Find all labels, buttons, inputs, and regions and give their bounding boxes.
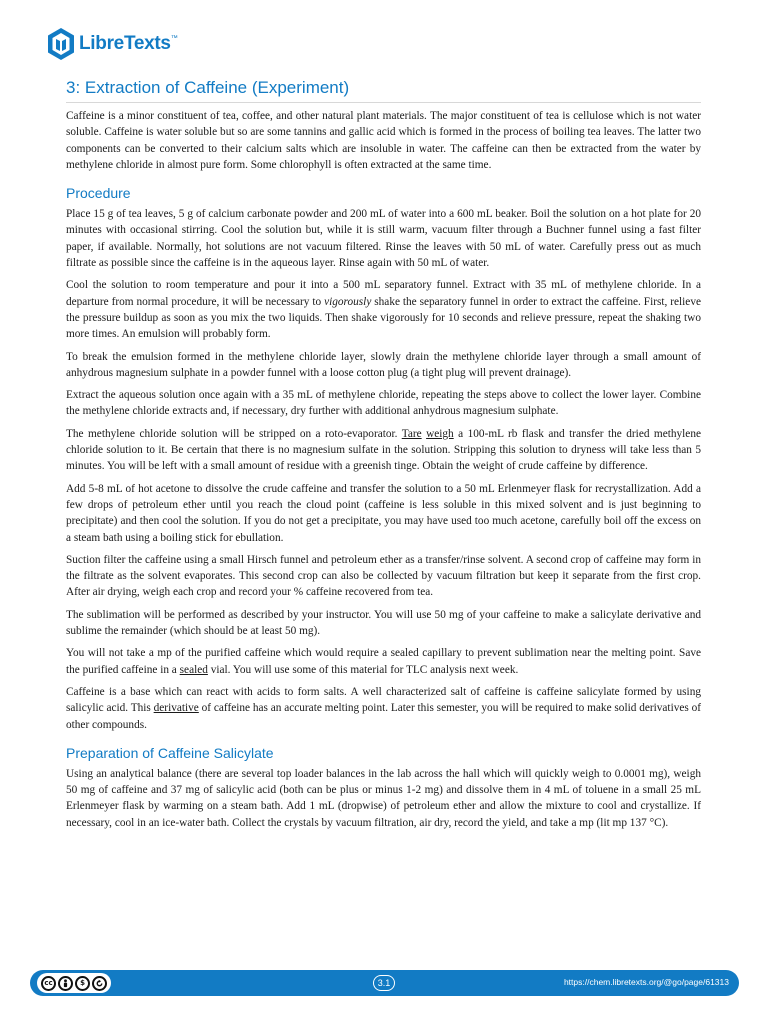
emphasis-vigorously: vigorously	[324, 295, 372, 308]
procedure-paragraph-2: Cool the solution to room temperature and pour it into a 500 mL separatory funnel. Extract with 35 mL of methylene chloride. In a departure from normal procedure, it will be necessary to vigorously shake the separatory funnel in order to extract the caffeine. First, relieve the pressure buildup as soon as you mix the two liquids. Then shake vigorously for 10 seconds and relieve pressure, repeat the shaking two more times. An emulsion will probably form.	[66, 279, 701, 341]
cc-icon: cc	[41, 976, 56, 991]
glossary-link-sealed[interactable]: sealed	[179, 663, 208, 676]
procedure-paragraph-8: The sublimation will be performed as described by your instructor. You will use 50 mg of your caffeine to make a salicylate derivative and sublime the remainder (which should be at least 50 mg).	[66, 608, 701, 638]
page-content	[66, 78, 701, 837]
procedure-paragraph-7: Suction filter the caffeine using a small Hirsch funnel and petroleum ether as a transfer/rinse solvent. A second crop of caffeine may form in the filtrate as the solvent evaporates. This second crop can also be collected by vacuum filtration but keep it separate from the first crop. After air drying, weigh each crop and record your % caffeine recovered from tea.	[66, 553, 701, 599]
procedure-paragraph-4: Extract the aqueous solution once again with a 35 mL of methylene chloride, repeating the steps above to collect the lower layer. Combine the methylene chloride extracts and, if necessary, dry further with additional anhydrous magnesium sulphate.	[66, 389, 701, 418]
salicylate-heading: Preparation of Caffeine Salicylate	[66, 744, 274, 761]
cc-license-badge[interactable]	[37, 973, 111, 993]
intro-paragraph: Caffeine is a minor constituent of tea, coffee, and other natural plant materials. The major constituent of tea is cellulose which is not water soluble. Caffeine is water soluble but so are some tannins and gallic acid which is formed in the process of boiling tea leaves. The latter two components can be converted to their calcium salts which are insoluble in water. The caffeine can then be extracted from the water by methylene chloride in almost pure form. Some chlorophyll is often extracted at the same time.	[66, 110, 701, 171]
page-url[interactable]: https://chem.libretexts.org/@go/page/61313	[563, 977, 729, 987]
procedure-paragraph-6: Add 5-8 mL of hot acetone to dissolve the crude caffeine and transfer the solution to a 50 mL Erlenmeyer flask for recrystallization. Add a few drops of petroleum ether until you reach the cloud point (caffeine is less soluble in this mixed solvent and is just beginning to precipitate) and then cool the solution. If you do not get a precipitate, you may have used too much acetone, carefully boil off the excess on a steam bath using a boiling stick for ebullation.	[66, 482, 701, 544]
procedure-paragraph-1: Place 15 g of tea leaves, 5 g of calcium carbonate powder and 200 mL of water into a 600 mL beaker. Boil the solution on a hot plate for 20 minutes with occasional stirring. Cool the solution but, while it is still warm, vacuum filter through a Buchner funnel using a fast filter paper, if available. Normally, hot solutions are not vacuum filtered. Rinse the leaves with 50 mL of water. Carefully press out as much filtrate as possible since the caffeine is in the aqueous layer. Rinse again with 50 mL of water.	[66, 208, 701, 270]
glossary-link-tare[interactable]: Tare	[401, 427, 422, 440]
glossary-link-weigh[interactable]: weigh	[426, 427, 454, 440]
salicylate-paragraph-1: Using an analytical balance (there are several top loader balances in the lab across the hall which will quickly weigh to 0.0001 mg), weigh 50 mg of caffeine and 37 mg of salicylic acid (both can be plus or minus 1-2 mg) and dissolve them in 4 mL of toluene in a small 25 mL Erlenmeyer flask by warming on a steam bath. Add 1 mL (dropwise) of petroleum ether and allow the mixture to cool and crystallize. If necessary, cool in an ice-water bath. Collect the crystals by vacuum filtration, air dry, record the yield, and take a mp (lit mp 137 °C).	[66, 767, 701, 829]
procedure-heading: Procedure	[66, 185, 131, 202]
page-footer	[30, 970, 739, 996]
procedure-paragraph-3: To break the emulsion formed in the methylene chloride layer, slowly drain the methylene chloride layer through a small amount of anhydrous magnesium sulphate in a powder funnel with a loose cotton plug (a tight plug will prevent drainage).	[66, 350, 701, 379]
glossary-link-derivative[interactable]: derivative	[153, 702, 199, 715]
procedure-paragraph-10: Caffeine is a base which can react with acids to form salts. A well characterized salt of caffeine is caffeine salicylate formed by using salicylic acid. This derivative of caffeine has an accurate melting point. Later this semester, you will be required to make solid derivatives of other compounds.	[66, 685, 702, 731]
page-number: 3.1	[373, 975, 395, 991]
libretexts-logo[interactable]	[46, 26, 178, 62]
logo-trademark: ™	[170, 35, 178, 42]
sa-icon	[92, 976, 107, 991]
by-icon	[58, 976, 73, 991]
procedure-paragraph-5: The methylene chloride solution will be stripped on a roto-evaporator. Tare weigh a 100-mL rb flask and transfer the dried methylene chloride solution to it. Be certain that there is no magnesium sulfate in the solution. Stripping this solution to dryness will take less than 5 minutes. You will be left with a small amount of residue with a greenish tinge. Obtain the weight of crude caffeine by difference.	[66, 427, 701, 473]
logo-text: LibreTexts	[79, 33, 171, 54]
nc-icon: $	[75, 976, 90, 991]
procedure-paragraph-9: You will not take a mp of the purified caffeine which would require a sealed capillary to prevent sublimation near the melting point. Save the purified caffeine in a sealed vial. You will use some of this material for TLC analysis next week.	[66, 647, 701, 676]
page-title: 3: Extraction of Caffeine (Experiment)	[66, 78, 701, 103]
libretexts-hexagon-icon	[46, 27, 76, 61]
